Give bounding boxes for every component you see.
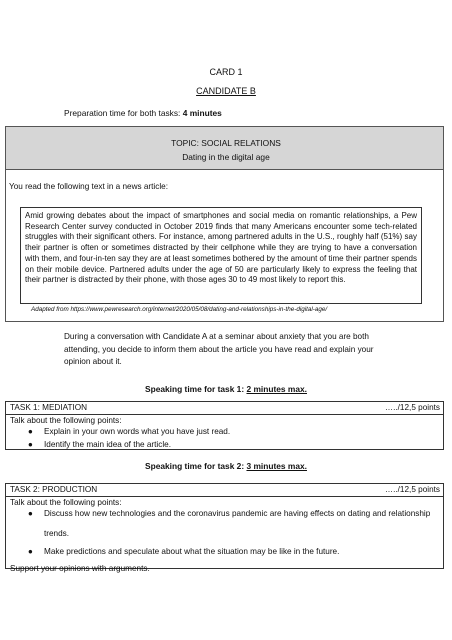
bullet-icon: ●	[28, 509, 33, 518]
bullet-icon: ●	[28, 440, 33, 449]
article-text: Amid growing debates about the impact of smartphones and social media on romantic relationships, a Pew Research Center survey conducted in October 2019 finds that many Americans encounter some tech-related struggles with their significant others. For instance, among partnered adults in the U.S., roughly half (51%) say their partner is often or sometimes distracted by their cellphone while they are trying to have a conversation with them, and four-in-ten say they are at least sometimes bothered by the amount of time their partner spends on their mobile device. Partnered adults under the age of 50 are particularly likely to express the feeling that their partner is distracted by their phone, with those ages 30 to 49 most likely to report this.	[20, 207, 422, 304]
candidate-label: CANDIDATE B	[196, 86, 256, 96]
task1-intro: Talk about the following points:	[10, 416, 122, 425]
task2-intro: Talk about the following points:	[10, 498, 122, 507]
task1-header	[6, 402, 443, 415]
bullet-icon: ●	[28, 547, 33, 556]
task2-points: …../12,5 points	[384, 485, 440, 494]
prep-label: Preparation time for both tasks:	[64, 108, 183, 118]
list-item	[10, 440, 439, 449]
task2-list	[10, 504, 439, 562]
list-item-text: Make predictions and speculate about what the situation may be like in the future.	[44, 547, 340, 556]
task2-speaking-value: 3 minutes max.	[246, 461, 307, 471]
task1-speaking-label: Speaking time for task 1:	[145, 384, 247, 394]
task1-body	[6, 416, 443, 449]
bullet-icon: ●	[28, 427, 33, 436]
list-item	[10, 427, 439, 436]
list-item	[10, 504, 439, 544]
task1-title: TASK 1: MEDIATION	[10, 403, 88, 412]
topic-subtitle: Dating in the digital age	[182, 152, 270, 162]
article-source: Adapted from https://www.pewresearch.org/internet/2020/05/08/dating-and-relationships-in-the-digital-age/	[31, 306, 328, 313]
task2-speaking-time	[0, 461, 452, 471]
task2-speaking-label: Speaking time for task 2:	[145, 461, 247, 471]
task2-header	[6, 484, 443, 497]
task2-body	[6, 498, 443, 573]
task2-closing: Support your opinions with arguments.	[10, 564, 150, 573]
reading-intro: You read the following text in a news article:	[9, 182, 168, 191]
task1-list	[10, 427, 439, 449]
preparation-time	[64, 108, 222, 118]
task1-speaking-time	[0, 384, 452, 394]
list-item-text: Identify the main idea of the article.	[44, 440, 171, 449]
card-number: CARD 1	[209, 67, 243, 77]
topic-title: TOPIC: SOCIAL RELATIONS	[171, 138, 281, 148]
topic-box	[5, 126, 444, 170]
task1-speaking-value: 2 minutes max.	[246, 384, 307, 394]
prep-value: 4 minutes	[182, 108, 222, 118]
list-item	[10, 542, 439, 562]
task1-points: …../12,5 points	[384, 403, 440, 412]
scenario-text: During a conversation with Candidate A at a seminar about anxiety that you are both attending, you decide to inform them about the article you have read and explain your opinion about it.	[64, 332, 374, 366]
task2-box	[5, 483, 444, 573]
task1-box	[5, 401, 444, 450]
list-item-text: Explain in your own words what you have just read.	[44, 427, 231, 436]
task2-title: TASK 2: PRODUCTION	[10, 485, 98, 494]
list-item-text: Discuss how new technologies and the coronavirus pandemic are having effects on dating and relationship trends.	[44, 509, 431, 538]
